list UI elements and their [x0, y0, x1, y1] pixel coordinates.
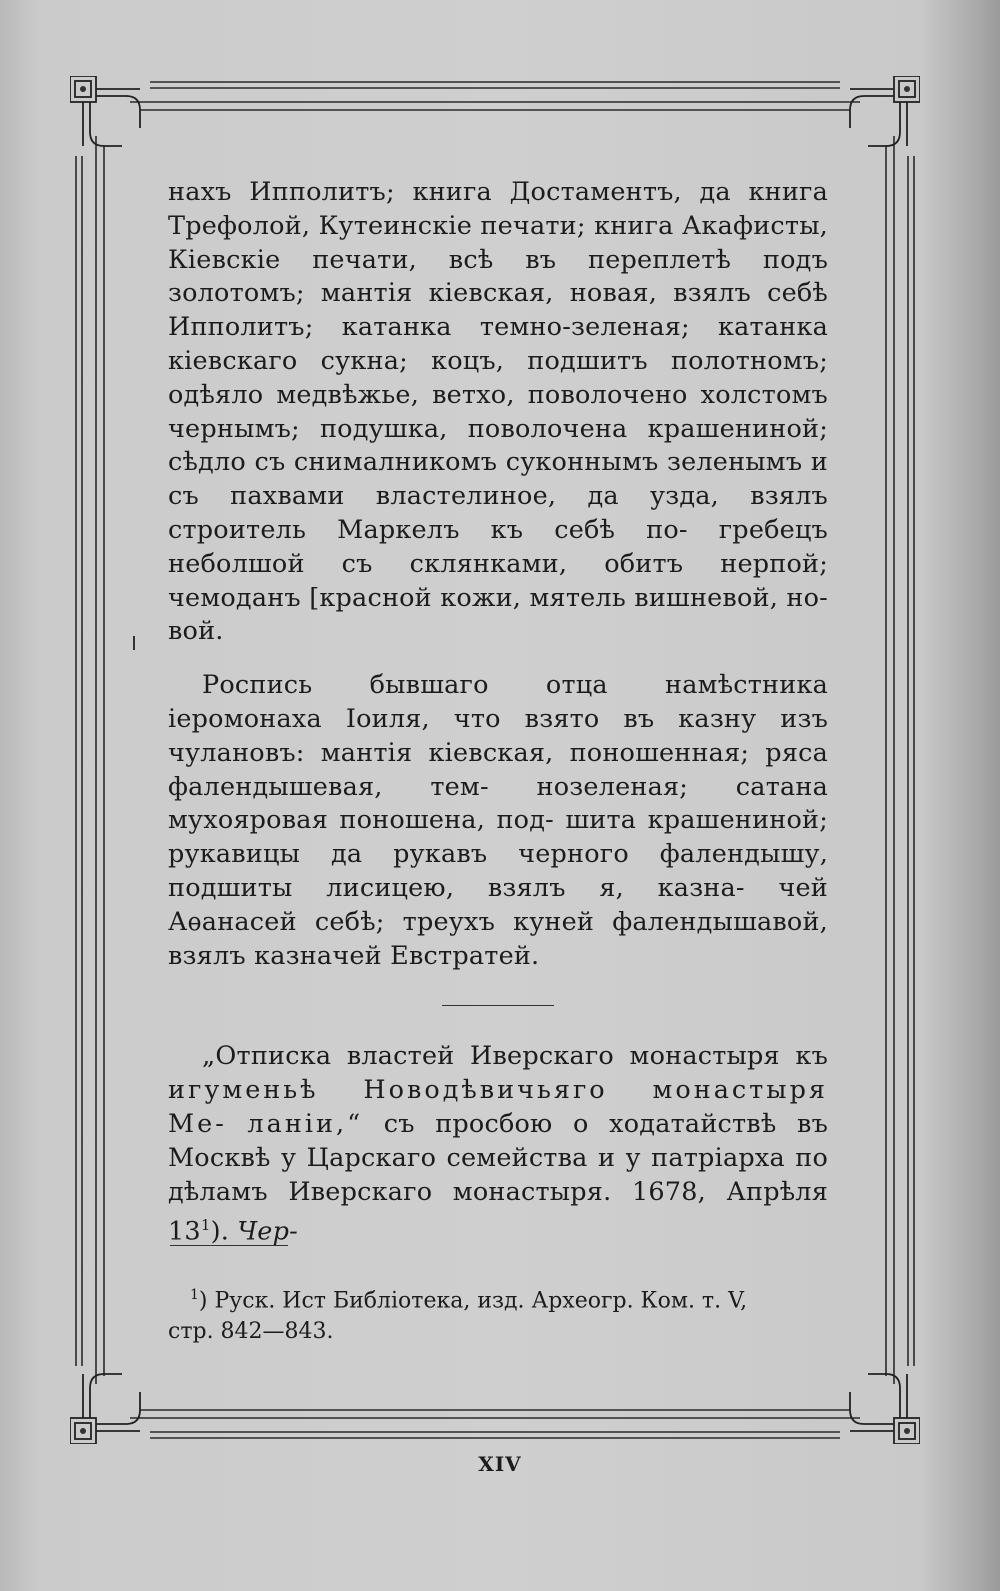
text-line: взялъ казначей Евстратей.: [168, 940, 540, 971]
text-line: „Отписка властей Иверскаго монастыря къ: [202, 1041, 828, 1072]
paragraph-rospis: [168, 669, 828, 973]
footnote: [168, 1280, 828, 1347]
text-line: коцъ, подшитъ полотномъ; одѣяло медвѣжье,: [168, 345, 828, 410]
text-line: нахъ Ипполитъ; книга Достаментъ, да книга: [168, 177, 828, 207]
text-line: съ просбою о ходатайствѣ въ Москвѣ у: [168, 1108, 828, 1173]
footnote-text: ) Руск. Ист Библіотека, изд. Археогр. Ком. т. V,: [198, 1288, 748, 1314]
text-italic: Чер-: [229, 1216, 298, 1247]
section-separator: [442, 1005, 554, 1006]
paragraph-inventory-continuation: [168, 176, 828, 649]
footnote-rule: [170, 1245, 288, 1246]
text-line: Иверскаго монастыря. 1678, Апрѣля 13: [168, 1176, 828, 1247]
footnote-line: [168, 1280, 828, 1316]
text-line: катанка темно-зеленая; катанка кіевскаго сукна;: [168, 312, 828, 376]
footnote-reference: 1: [200, 1216, 211, 1235]
text-line: Роспись бывшаго отца намѣстника іеромонаха: [168, 670, 828, 734]
text-line: чемоданъ [красной кожи, мятель вишневой, но-: [168, 582, 828, 613]
text-line: Царскаго семейства и у патріарха по дѣламъ: [168, 1142, 828, 1207]
page-number: XIV: [478, 1452, 522, 1476]
paragraph-otpiska: [168, 1040, 828, 1249]
text-line: кіевская, поношенная; ряса фалендышевая, тем-: [168, 737, 828, 802]
footnote-line: стр. 842—843.: [168, 1319, 334, 1345]
text-line: ).: [210, 1216, 230, 1247]
text-line: мантія кіевская, новая, взялъ себѣ Ипполитъ;: [168, 278, 828, 343]
footnote-marker: 1: [190, 1287, 199, 1303]
text-line: ветхо, поволочено холстомъ чернымъ; подушка,: [168, 379, 828, 444]
text-line: Кіевскіе печати, всѣ въ переплетѣ подъ золотомъ;: [168, 244, 828, 309]
text-line: чей Аѳанасей себѣ; треухъ куней фалендышавой,: [168, 872, 828, 937]
text-line: Іоиля, что взято въ казну изъ чулановъ: мантія: [168, 703, 828, 768]
text-line: вой.: [168, 616, 224, 647]
text-line: гребецъ неболшой съ склянками, обитъ нерпой;: [168, 514, 828, 579]
main-text: [168, 176, 828, 1250]
text-line: фалендышу, подшиты лисицею, взялъ я, казна-: [168, 839, 828, 903]
text-line: Трефолой, Кутеинскіе печати; книга Акафисты,: [168, 210, 828, 241]
text-line-spaced: ланіи,“: [247, 1108, 364, 1139]
text-line: поволочена крашениной; сѣдло съ снималникомъ: [168, 413, 828, 478]
text-line: суконнымъ зеленымъ и съ пахвами властелиное,: [168, 447, 828, 512]
stray-margin-mark: [133, 636, 135, 650]
text-line: нозеленая; сатана мухояровая поношена, под-: [168, 771, 828, 836]
text-line-spaced: игуменьѣ Новодѣвичьяго монастыря Ме-: [168, 1075, 828, 1139]
text-line: да узда, взялъ строитель Маркелъ къ себѣ по-: [168, 481, 828, 545]
text-line: шита крашениной; рукавицы да рукавъ черного: [168, 805, 828, 870]
